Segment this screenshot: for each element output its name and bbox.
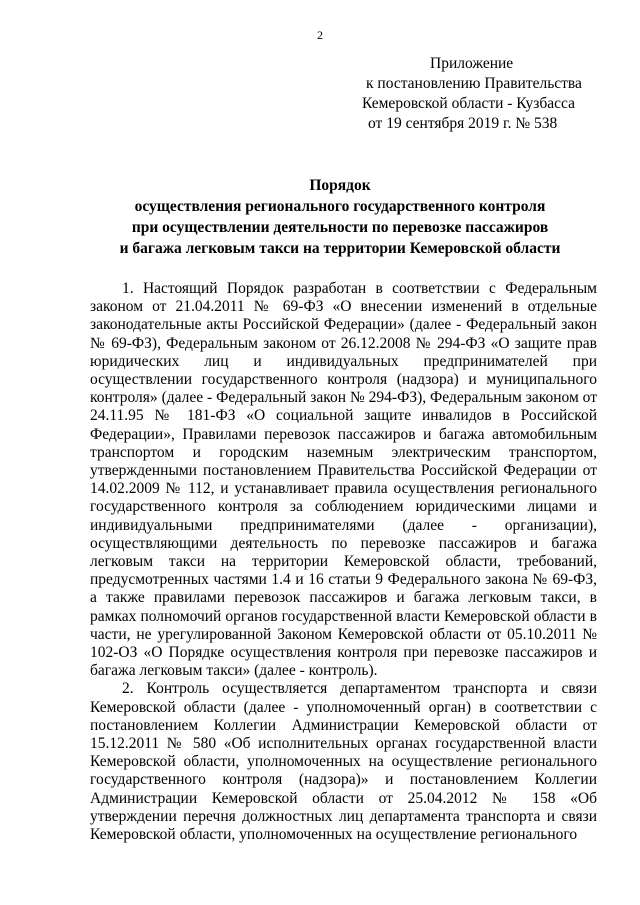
page-number: 2 <box>317 28 323 42</box>
document-body <box>90 280 597 844</box>
paragraph-1: 1. Настоящий Порядок разработан в соответствии с Федеральным законом от 21.04.2011 № 69-ФЗ «О внесении изменений в отдельные законодательные акты Российской Федерации» (далее - Федеральный закон № 69-ФЗ), Федеральным законом от 26.12.2008 № 294-ФЗ «О защите прав юридических лиц и индивидуальных предпринимателей при осуществлении государственного контроля (надзора) и муниципального контроля» (далее - Федеральный закон № 294-ФЗ), Федеральным законом от 24.11.95 № 181-ФЗ «О социальной защите инвалидов в Российской Федерации», Правилами перевозок пассажиров и багажа автомобильным транспортом и городским наземным электрическим транспортом, утвержденными постановлением Правительства Российской Федерации от 14.02.2009 № 112, и устанавливает правила осуществления регионального государственного контроля за соблюдением юридическими лицами и индивидуальными предпринимателями (далее - организации), осуществляющими деятельность по перевозке пассажиров и багажа легковым такси на территории Кемеровской области, требований, предусмотренных частями 1.4 и 16 статьи 9 Федерального закона № 69-ФЗ, а также правилами перевозок пассажиров и багажа легковым такси, в рамках полномочий органов государственной власти Кемеровской области в части, не урегулированной Законом Кемеровской области от 05.10.2011 № 102-ОЗ «О Порядке осуществления контроля при перевозке пассажиров и багажа легковым такси» (далее - контроль). <box>90 280 597 680</box>
title-line-4: и багажа легковым такси на территории Кемеровской области <box>119 240 561 257</box>
title-line-3: при осуществлении деятельности по перевозке пассажиров <box>131 219 549 236</box>
appendix-authority: Кемеровской области - Кузбасса <box>362 95 575 112</box>
document-title <box>60 175 620 259</box>
title-line-2: осуществления регионального государственного контроля <box>134 198 546 215</box>
title-line-1: Порядок <box>309 177 371 194</box>
appendix-label: Приложение <box>430 55 514 72</box>
appendix-reference: к постановлению Правительства <box>366 75 582 92</box>
paragraph-2: 2. Контроль осуществляется департаментом транспорта и связи Кемеровской области (далее - уполномоченный орган) в соответствии с постановлением Коллегии Администрации Кемеровской области от 15.12.2011 № 580 «Об исполнительных органах государственной власти Кемеровской области, уполномоченных на осуществление регионального государственного контроля (надзора)» и постановлением Коллегии Администрации Кемеровской области от 25.04.2012 № 158 «Об утверждении перечня должностных лиц департамента транспорта и связи Кемеровской области, уполномоченных на осуществление регионального <box>90 680 597 844</box>
appendix-date: от 19 сентября 2019 г. № 538 <box>368 115 558 132</box>
appendix-block <box>360 54 620 134</box>
